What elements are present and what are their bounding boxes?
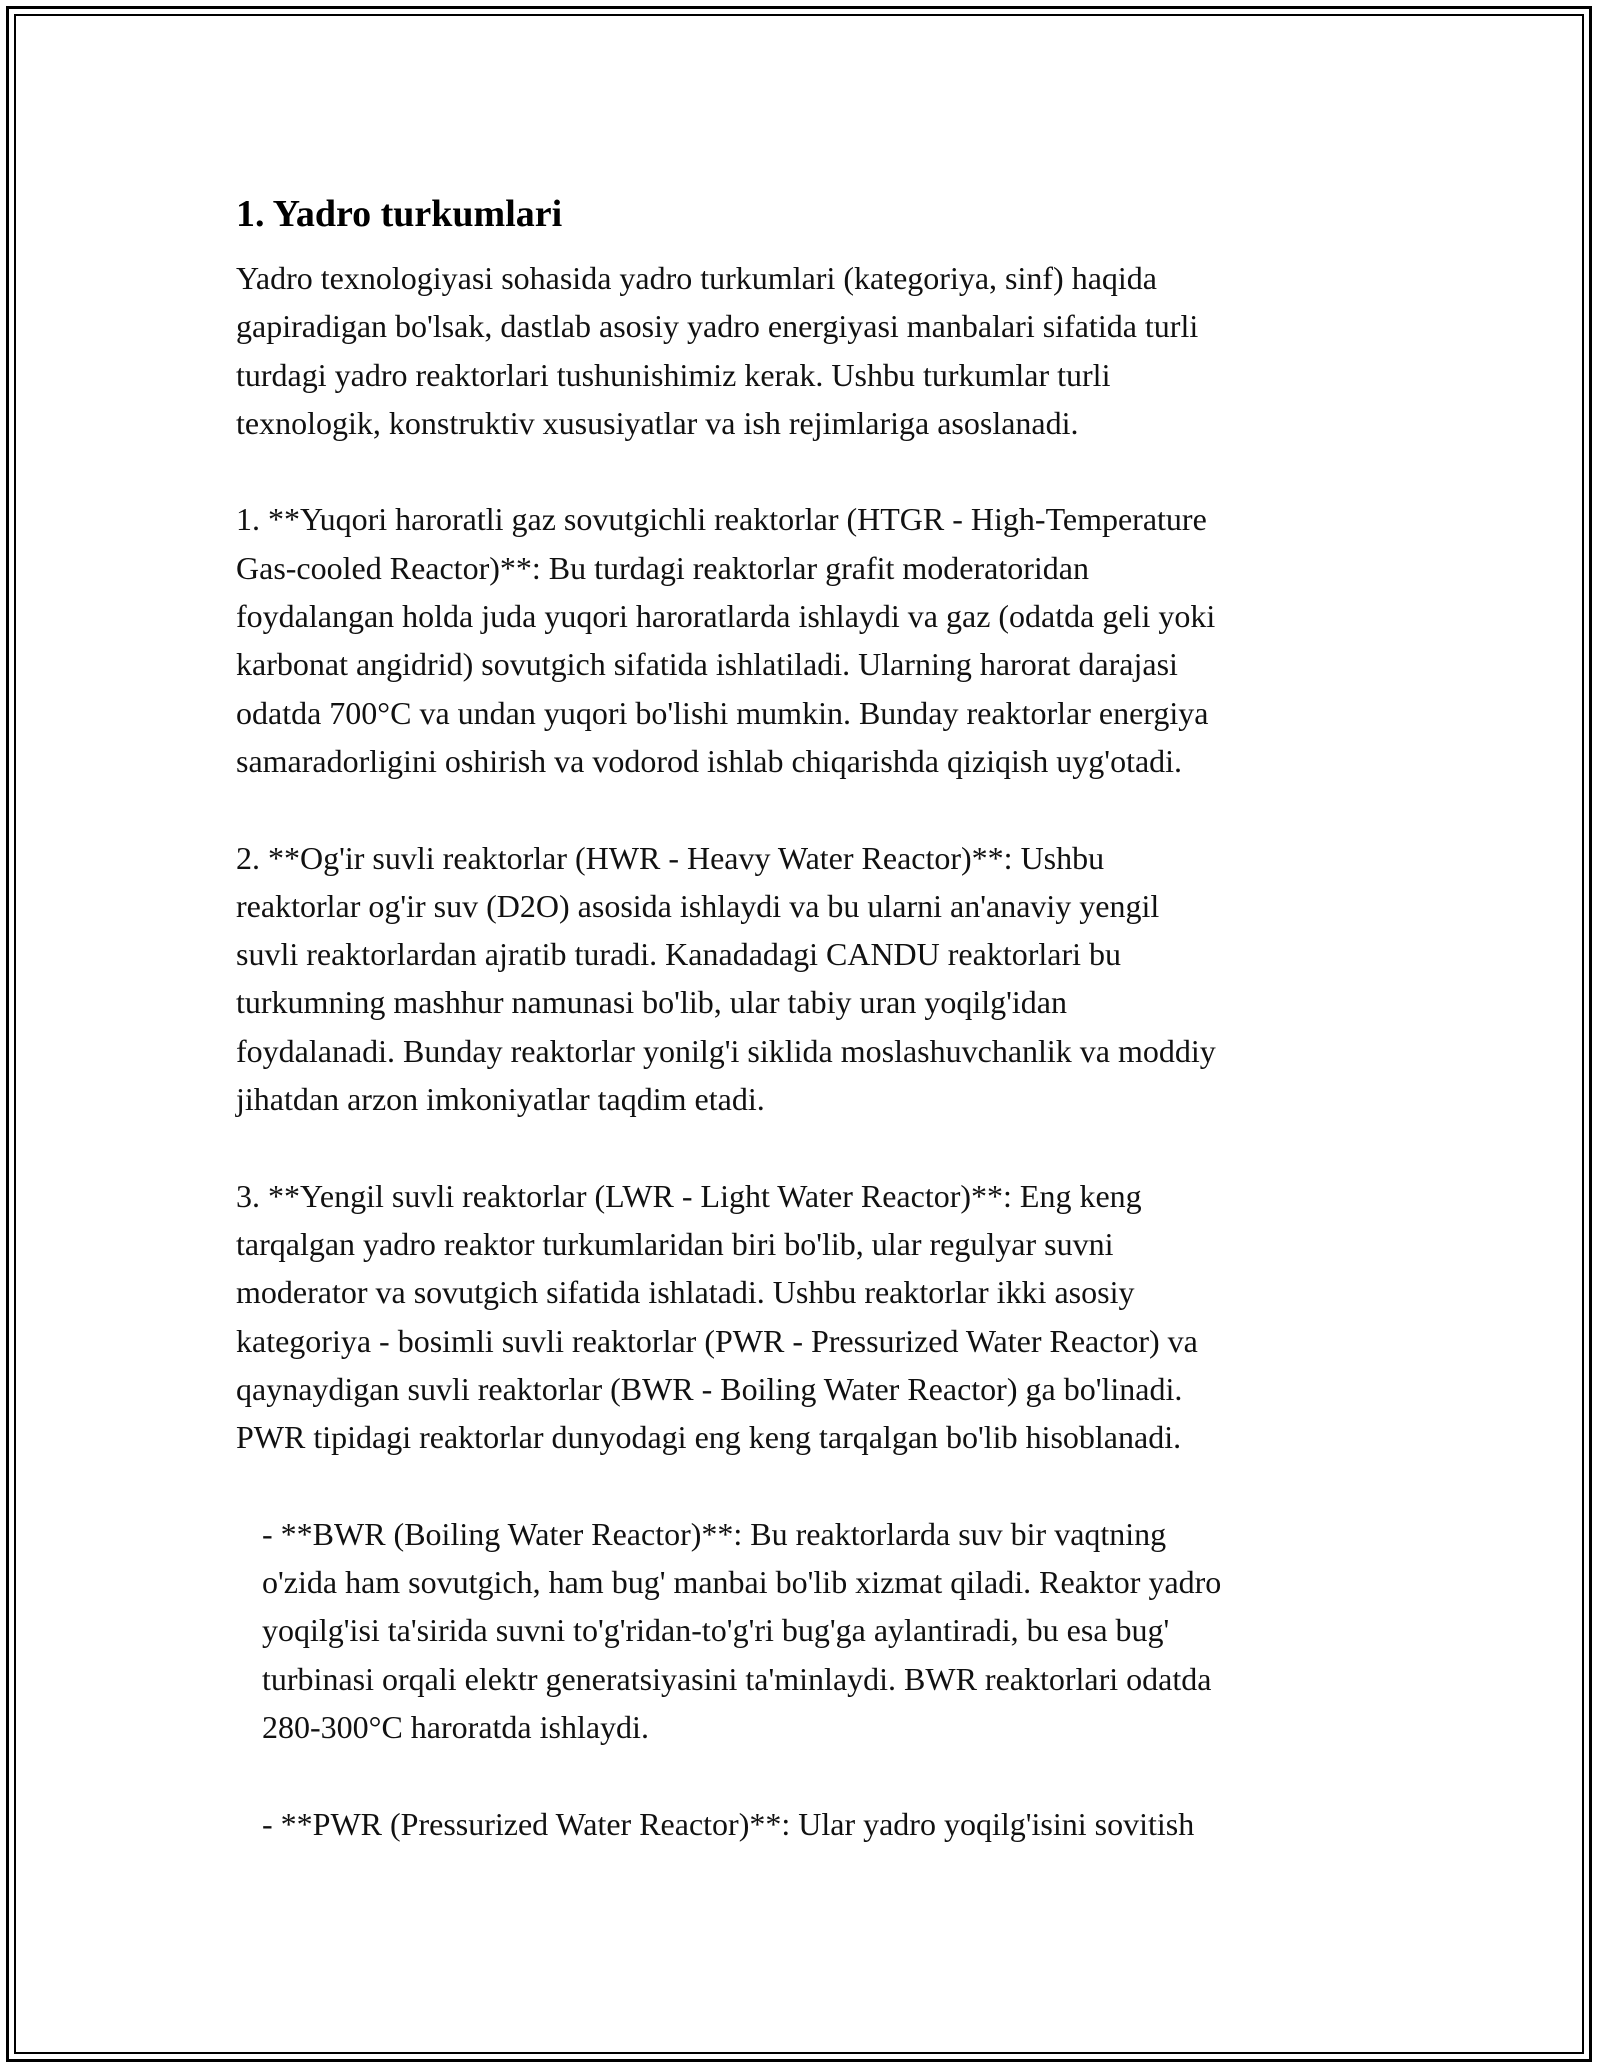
section-heading: 1. Yadro turkumlari	[236, 193, 563, 235]
paragraph-spacer	[236, 1123, 1366, 1171]
sub-item-pwr: - **PWR (Pressurized Water Reactor)**: Ular yadro yoqilg'isini sovitish	[262, 1805, 1195, 1842]
paragraph-spacer	[236, 1751, 1366, 1799]
intro-paragraph: Yadro texnologiyasi sohasida yadro turkumlari (kategoriya, sinf) haqida gapiradigan bo'lsak, dastlab asosiy yadro energiyasi manbalari sifatida turli turdagi yadro reaktorlari tushunishimiz kerak. Ushbu turkumlar turli texnologik, konstruktiv xususiyatlar va ish rejimlariga asoslanadi.	[236, 260, 1199, 441]
list-item-lwr: 3. **Yengil suvli reaktorlar (LWR - Light Water Reactor)**: Eng keng tarqalgan yadro reaktor turkumlaridan biri bo'lib, ular regulyar suvni moderator va sovutgich sifatida ishlatadi. Ushbu reaktorlar ikki asosiy kategoriya - bosimli suvli reaktorlar (PWR - Pressurized Water Reactor) va qaynaydigan suvli reaktorlar (BWR - Boiling Water Reactor) ga bo'linadi. PWR tipidagi reaktorlar dunyodagi eng keng tarqalgan bo'lib hisoblanadi.	[236, 1177, 1198, 1456]
list-item-hwr: 2. **Og'ir suvli reaktorlar (HWR - Heavy Water Reactor)**: Ushbu reaktorlar og'ir suv (D2O) asosida ishlaydi va bu ularni an'anaviy yengil suvli reaktorlardan ajratib turadi. Kanadadagi CANDU reaktorlari bu turkumning mashhur namunasi bo'lib, ular tabiy uran yoqilg'idan foydalanadi. Bunday reaktorlar yonilg'i siklida moslashuvchanlik va moddiy jihatdan arzon imkoniyatlar taqdim etadi.	[236, 839, 1216, 1118]
sub-item-bwr: - **BWR (Boiling Water Reactor)**: Bu reaktorlarda suv bir vaqtning o'zida ham sovutgich, ham bug' manbai bo'lib xizmat qiladi. Reaktor yadro yoqilg'isi ta'sirida suvni to'g'ridan-to'g'ri bug'ga aylantiradi, bu esa bug' turbinasi orqali elektr generatsiyasini ta'minlaydi. BWR reaktorlari odatda 280-300°C haroratda ishlaydi.	[262, 1515, 1222, 1745]
paragraph-spacer	[236, 785, 1366, 833]
paragraph-spacer	[236, 1461, 1366, 1509]
document-body	[236, 180, 1366, 1848]
paragraph-spacer	[236, 447, 1366, 495]
list-item-htgr: 1. **Yuqori haroratli gaz sovutgichli reaktorlar (HTGR - High-Temperature Gas-cooled Reactor)**: Bu turdagi reaktorlar grafit moderatoridan foydalangan holda juda yuqori haroratlarda ishlaydi va gaz (odatda geli yoki karbonat angidrid) sovutgich sifatida ishlatiladi. Ularning harorat darajasi odatda 700°C va undan yuqori bo'lishi mumkin. Bunday reaktorlar energiya samaradorligini oshirish va vodorod ishlab chiqarishda qiziqish uyg'otadi.	[236, 501, 1216, 779]
